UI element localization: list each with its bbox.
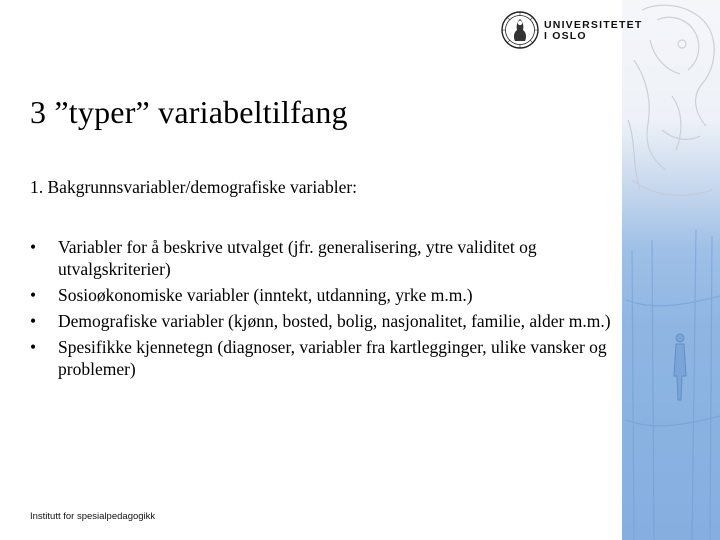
- list-item-text: Demografiske variabler (kjønn, bosted, bolig, nasjonalitet, familie, alder m.m.): [58, 311, 611, 331]
- list-item-text: Spesifikke kjennetegn (diagnoser, variabler fra kartlegginger, ulike vansker og problemer): [58, 337, 607, 379]
- bullet-marker: •: [30, 285, 37, 305]
- decorative-side-band: [622, 0, 720, 540]
- list-item: [30, 336, 620, 380]
- bullet-marker: •: [30, 237, 37, 257]
- logo-line-2: I OSLO: [544, 30, 587, 42]
- university-seal-icon: [500, 10, 540, 50]
- bullet-marker: •: [30, 337, 37, 357]
- bullet-marker: •: [30, 311, 37, 331]
- list-item: [30, 236, 620, 280]
- bullet-list: [30, 236, 620, 384]
- list-item: [30, 310, 620, 332]
- list-item: [30, 284, 620, 306]
- logo-line-1: UNIVERSITETET: [544, 19, 643, 31]
- section-heading: 1. Bakgrunnsvariabler/demografiske variabler:: [30, 177, 358, 197]
- slide-title: 3 ”typer” variabeltilfang: [30, 94, 348, 130]
- university-name: [544, 20, 642, 42]
- list-item-text: Variabler for å beskrive utvalget (jfr. generalisering, ytre validitet og utvalgskriterier): [58, 237, 537, 279]
- footer-department: Institutt for spesialpedagogikk: [30, 511, 156, 522]
- list-item-text: Sosioøkonomiske variabler (inntekt, utdanning, yrke m.m.): [58, 285, 473, 305]
- classical-sculpture-graphic: [622, 0, 720, 540]
- university-logo: [500, 10, 643, 52]
